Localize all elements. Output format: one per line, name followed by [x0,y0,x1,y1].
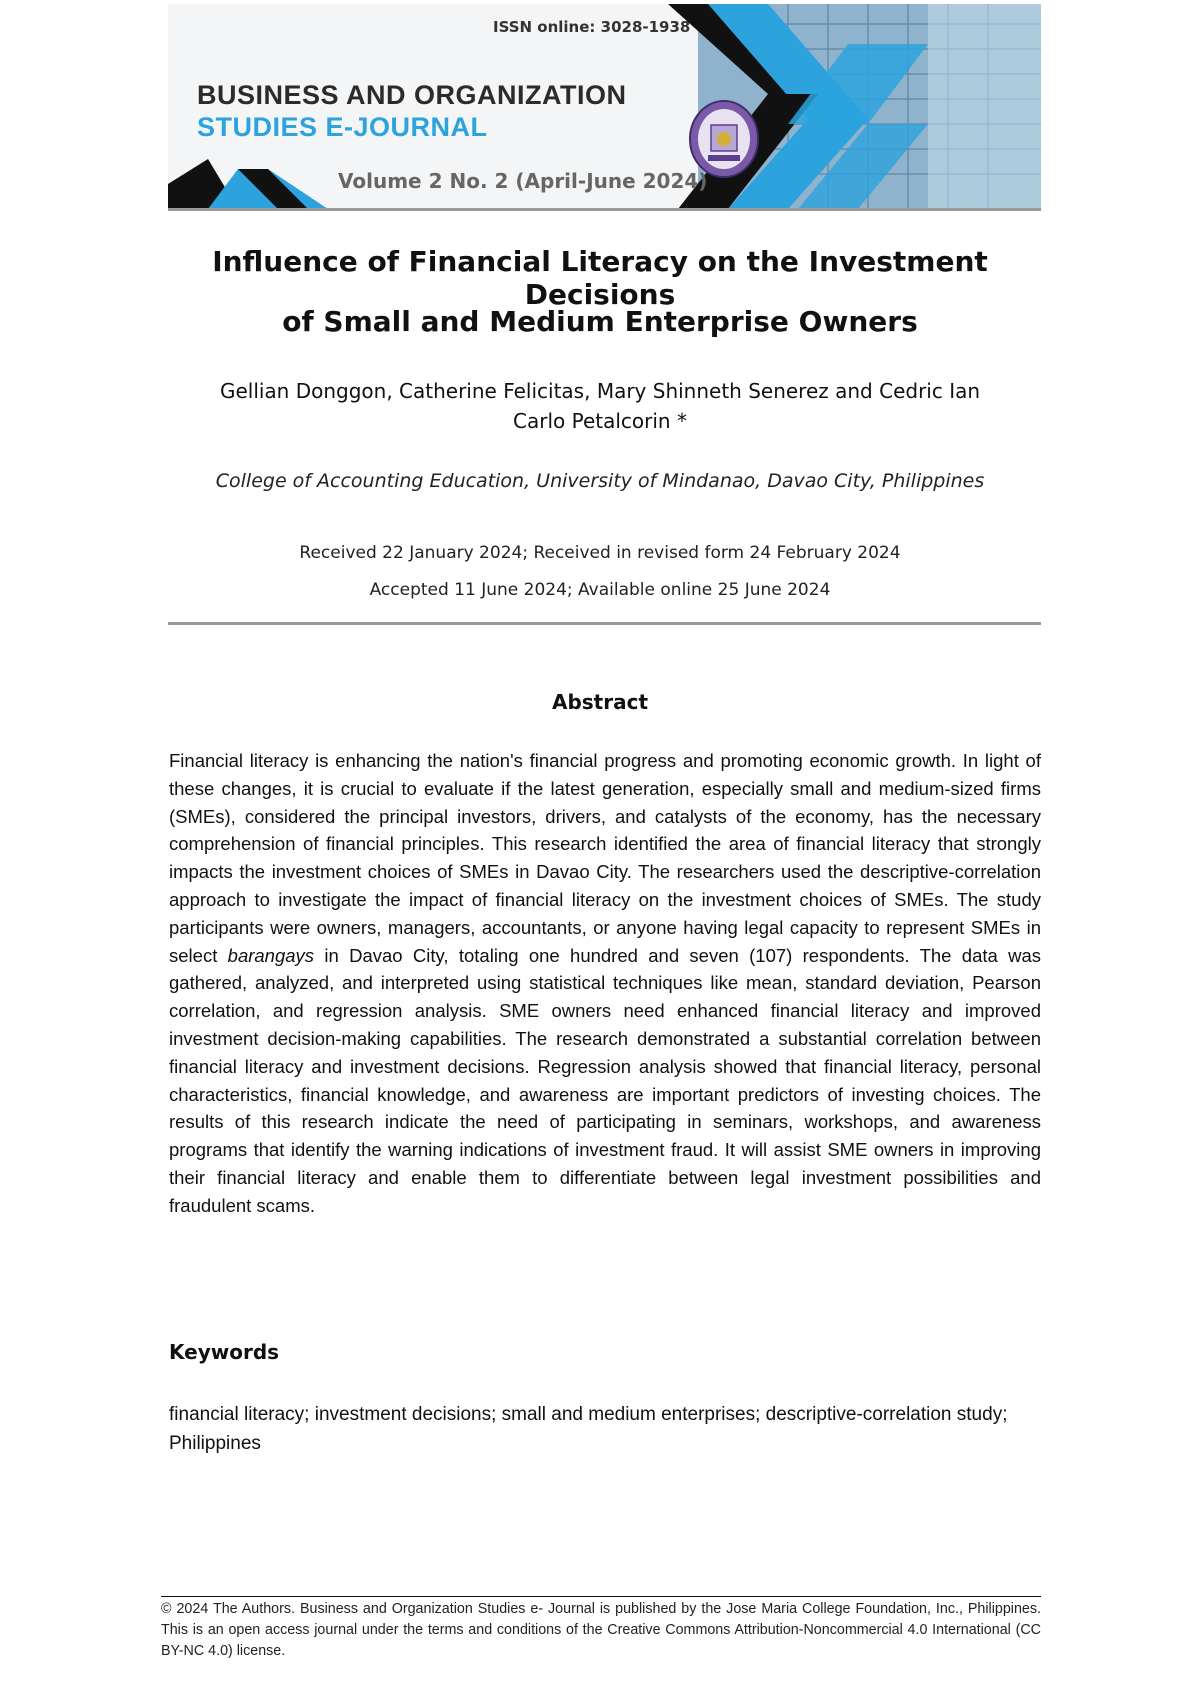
footer-divider [161,1596,1041,1597]
authors-line1: Gellian Donggon, Catherine Felicitas, Mary Shinneth Senerez and Cedric Ian [219,379,981,403]
banner-divider [168,208,1041,211]
authors-line2: Carlo Petalcorin * [513,409,687,433]
article-title-line2: of Small and Medium Enterprise Owners [282,305,918,338]
journal-seal-logo [688,99,760,179]
keywords-heading: Keywords [169,1340,280,1364]
article-title-line1: Influence of Financial Literacy on the Investment Decisions [212,245,988,311]
author-list [200,376,1000,436]
volume-issue: Volume 2 No. 2 (April-June 2024) [338,169,708,193]
abstract-text-part1: Financial literacy is enhancing the nation's financial progress and promoting economic growth. In light of these changes, it is crucial to evaluate if the latest generation, especially small and medium-sized firms (SMEs), considered the principal investors, drivers, and catalysts of the economy, has the necessary comprehension of financial principles. This research identified the area of financial literacy that strongly impacts the investment choices of SMEs in Davao City. The researchers used the descriptive-correlation approach to investigate the impact of financial literacy on the investment choices of SMEs. The study participants were owners, managers, accountants, or anyone having legal capacity to represent SMEs in select [169,750,1041,966]
issn-text: ISSN online: 3028-1938 [493,18,691,36]
journal-name-line2: STUDIES E-JOURNAL [197,112,488,142]
header-divider [168,622,1041,625]
received-dates: Received 22 January 2024; Received in revised form 24 February 2024 [299,543,901,563]
abstract-body [169,747,1041,1220]
journal-name-line1: BUSINESS AND ORGANIZATION [197,80,627,110]
affiliation: College of Accounting Education, University of Mindanao, Davao City, Philippines [215,470,985,492]
abstract-text-part2: in Davao City, totaling one hundred and seven (107) respondents. The data was gathered, analyzed, and interpreted using statistical techniques like mean, standard deviation, Pearson correlation, and regression analysis. SME owners need enhanced financial literacy and improved investment decision-making capabilities. The research demonstrated a substantial correlation between financial literacy and investment decisions. Regression analysis showed that financial literacy, personal characteristics, financial knowledge, and awareness are important predictors of investing choices. The results of this research indicate the need of participating in seminars, workshops, and awareness programs that identify the warning indications of investment fraud. It will assist SME owners in improving their financial literacy and enable them to differentiate between legal investment possibilities and fraudulent scams. [169,944,1042,1216]
journal-banner [168,4,1041,209]
abstract-heading: Abstract [551,690,649,714]
accepted-dates: Accepted 11 June 2024; Available online 25 June 2024 [369,580,831,600]
copyright-footnote: © 2024 The Authors. Business and Organization Studies e- Journal is published by the Jose Maria College Foundation, Inc., Philippines. This is an open access journal under the terms and conditions of the Creative Commons Attribution-Noncommercial 4.0 International (CC BY-NC 4.0) license. [161,1601,1041,1659]
keywords-list: financial literacy; investment decisions; small and medium enterprises; descriptive-correlation study; Philippines [169,1404,1008,1454]
abstract-italic-term: barangays [227,944,315,966]
